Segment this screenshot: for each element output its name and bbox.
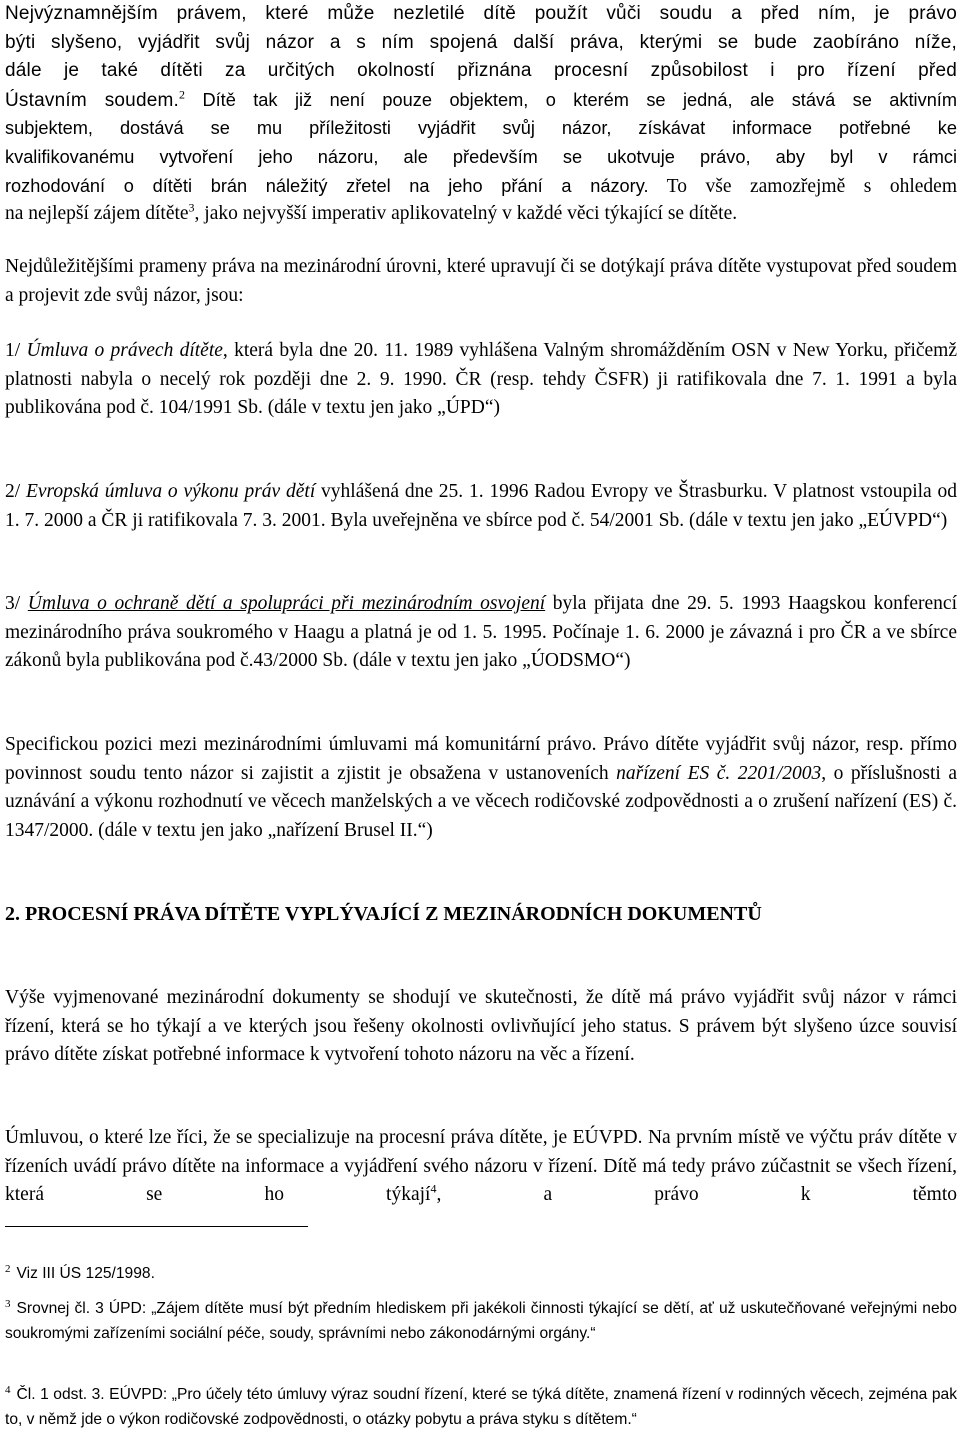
source-item-1-title: Úmluva o právech dítěte [26, 340, 223, 361]
source-item-2-title: Evropská úmluva o výkonu práv dětí [25, 481, 316, 502]
footnote-ref-4[interactable]: 4 [430, 1181, 437, 1196]
intro-line-3: dále je také dítěti za určitých okolností přiznána procesní způsobilost i pro řízení před [5, 60, 957, 82]
intro-line-6: kvalifikovanému vytvoření jeho názoru, ale především se ukotvuje právo, aby byl v rámci [5, 147, 957, 167]
footnote-separator [5, 1226, 308, 1227]
intro-line-5: subjektem, dostává se mu příležitosti vyjádřit svůj názor, získávat informace potřebné ke [5, 118, 957, 139]
footnote-4: $^4$ Čl. 1 odst. 3. EÚVPD: „Pro účely této úmluvy výraz soudní řízení, které se týká dítěte, znamená řízení v rodinných věcech, zejména pak to, v němž jde o výkon rodičovské zodpovědnosti, o otázky pobytu a práva styku s dítětem.“ [5, 1383, 957, 1428]
footnote-ref-3[interactable]: 3 [188, 200, 195, 215]
source-item-3-title: Úmluva o ochraně dětí a spolupráci při mezinárodním osvojení [27, 593, 546, 614]
euvpd-paragraph: Úmluvou, o které lze říci, že se specializuje na procesní práva dítěte, je EÚVPD. Na prvním místě ve výčtu práv dítěte v řízeních uvádí právo dítěte na informace a vyjádření svého názoru v řízení. Dítě má tedy právo zúčastnit se všech řízení, která se ho týkají$^4$, a právo k těmto [5, 1127, 958, 1206]
intro-line-8: na nejlepší zájem dítěte$^3$, jako nejvyšší imperativ aplikovatelný v každé věci týkající se dítěte. [5, 200, 738, 225]
document-page [5, 0, 957, 1456]
intro-line-7: rozhodování o dítěti brán náležitý zřetel na jeho přání a názory. To vše zamozřejmě s ohledem [5, 175, 957, 197]
intro-line-1: Nejvýznamnějším právem, které může nezletilé dítě použít vůči soudu a před ním, je právo [5, 3, 957, 24]
procedural-rights-paragraph: Výše vyjmenované mezinárodní dokumenty se shodují ve skutečnosti, že dítě má právo vyjádřit svůj názor v rámci řízení, která se ho týkají a ve kterých jsou řešeny okolnosti ovlivňující jeho status. S právem být slyšeno úzce souvisí právo dítěte získat potřebné informace k vytvoření tohoto názoru na věc a řízení. [5, 987, 957, 1066]
footnote-2: $^2$ Viz III ÚS 125/1998. [5, 1262, 155, 1282]
intro-line-2: býti slyšeno, vyjádřit svůj názor a s ním spojená další práva, kterými se bude zaobíráno níže, [5, 31, 957, 53]
intro-line-4: Ústavním soudem.$^2$ Dítě tak již není pouze objektem, o kterém se jedná, ale stává se aktivním [5, 87, 958, 111]
source-item-2: 2/ Evropská úmluva o výkonu práv dětí vyhlášená dne 25. 1. 1996 Radou Evropy ve Štrasburku. V platnost vstoupila od 1. 7. 2000 a ČR ji ratifikovala 7. 3. 2001. Byla uveřejněna ve sbírce pod č. 54/2001 Sb. (dále v textu jen jako „EÚVPD“) [5, 481, 957, 531]
section-heading: 2. PROCESNÍ PRÁVA DÍTĚTE VYPLÝVAJÍCÍ Z MEZINÁRODNÍCH DOKUMENTŮ [5, 903, 762, 925]
regulation-reference: nařízení ES č. 2201/2003 [616, 762, 822, 784]
source-item-3: 3/ Úmluva o ochraně dětí a spolupráci při mezinárodním osvojení byla přijata dne 29. 5. 1993 Haagskou konferencí mezinárodního práva soukromého v Haagu a platná je od 1. 5. 1995. Počínaje 1. 6. 2000 je závazná i pro ČR a ve sbírce zákonů byla publikována pod č.43/2000 Sb. (dále v textu jen jako „ÚODSMO“) [5, 593, 957, 672]
footnote-ref-2[interactable]: 2 [179, 87, 185, 102]
sources-intro-paragraph: Nejdůležitějšími prameny práva na mezinárodní úrovni, které upravují či se dotýkají práva dítěte vystupovat před soudem a projevit zde svůj názor, jsou: [5, 256, 957, 306]
footnote-3: $^3$ Srovnej čl. 3 ÚPD: „Zájem dítěte musí být předním hlediskem při jakékoli činnosti týkající se dětí, ať už uskutečňované veřejnými nebo soukromými zařízeními sociální péče, soudy, správními nebo zákonodárnými orgány.“ [5, 1297, 957, 1342]
community-law-paragraph: Specifickou pozici mezi mezinárodními úmluvami má komunitární právo. Právo dítěte vyjádřit svůj názor, resp. přímo povinnost soudu tento názor si zajistit a zjistit je obsažena v ustanoveních nařízení ES č. 2201/2003, o příslušnosti a uznávání a výkonu rozhodnutí ve věcech manželských a ve věcech rodičovské zodpovědnosti a o zrušení nařízení (ES) č. 1347/2000. (dále v textu jen jako „nařízení Brusel II.“) [5, 734, 957, 841]
source-item-1: 1/ Úmluva o právech dítěte, která byla dne 20. 11. 1989 vyhlášena Valným shromážděním OSN v New Yorku, přičemž platnosti nabyla o necelý rok později dne 2. 9. 1990. ČR (resp. tehdy ČSFR) ji ratifikovala dne 7. 1. 1991 a byla publikována pod č. 104/1991 Sb. (dále v textu jen jako „ÚPD“) [5, 340, 957, 419]
